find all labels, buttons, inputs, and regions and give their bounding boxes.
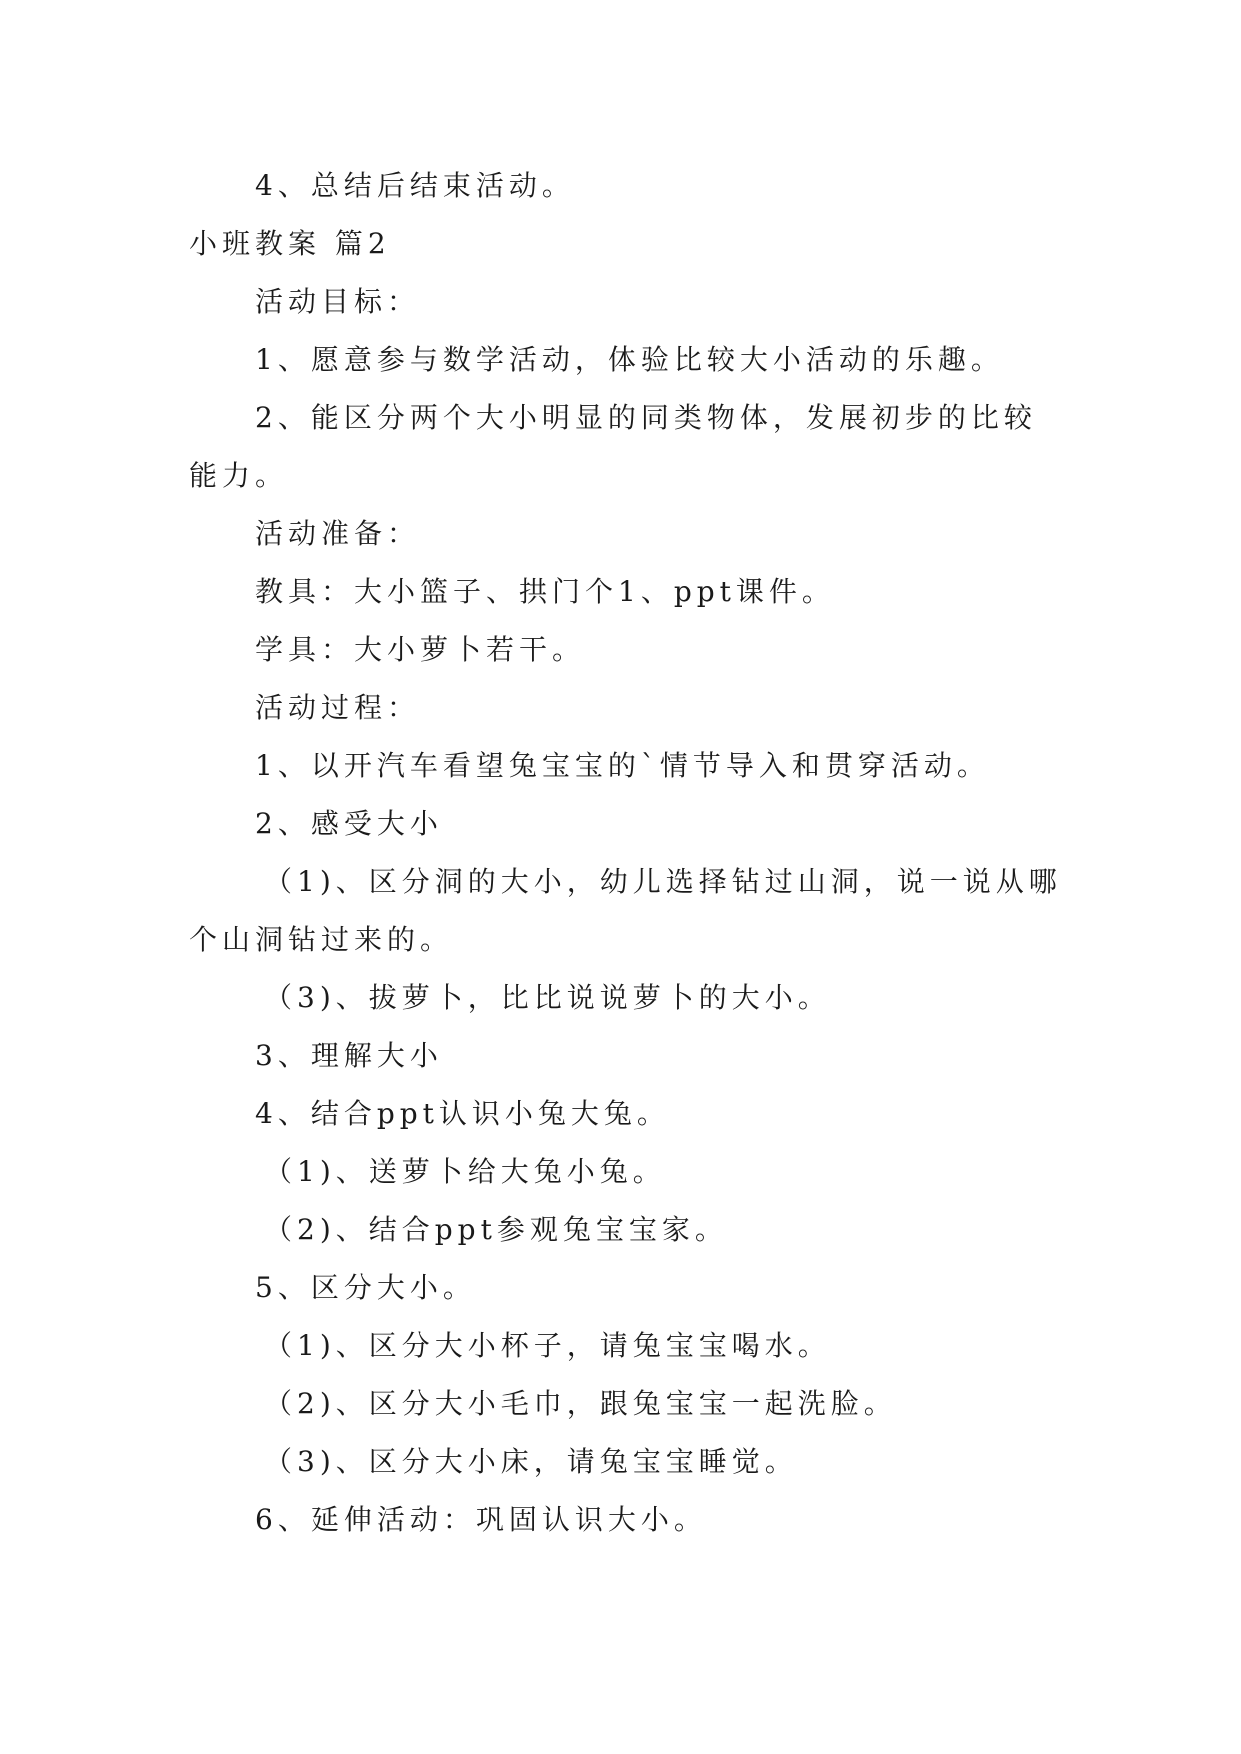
section-heading: 小班教案 篇2 xyxy=(189,227,391,260)
process-step-2: 2、感受大小 xyxy=(255,807,443,840)
process-step-4-sub-1: （1)、送萝卜给大兔小兔。 xyxy=(264,1155,666,1188)
heading-activity-goals: 活动目标： xyxy=(255,285,421,318)
process-step-5-sub-2: （2)、区分大小毛巾，跟兔宝宝一起洗脸。 xyxy=(264,1387,897,1420)
process-step-5-sub-1: （1)、区分大小杯子，请兔宝宝喝水。 xyxy=(264,1329,831,1362)
process-step-4-sub-2: （2)、结合ppt参观兔宝宝家。 xyxy=(264,1213,728,1246)
process-step-5: 5、区分大小。 xyxy=(255,1271,476,1304)
teaching-tools: 教具：大小篮子、拱门个1、ppt课件。 xyxy=(255,575,835,608)
learning-tools: 学具：大小萝卜若干。 xyxy=(255,633,586,666)
process-step-6: 6、延伸活动：巩固认识大小。 xyxy=(255,1503,707,1536)
goal-item-1: 1、愿意参与数学活动，体验比较大小活动的乐趣。 xyxy=(255,343,1004,376)
heading-activity-process: 活动过程： xyxy=(255,691,421,724)
process-step-5-sub-3: （3)、区分大小床，请兔宝宝睡觉。 xyxy=(264,1445,798,1478)
process-step-2-sub-1: （1)、区分洞的大小，幼儿选择钻过山洞，说一说从哪 xyxy=(264,865,1062,898)
process-step-2-sub-3: （3)、拔萝卜，比比说说萝卜的大小。 xyxy=(264,981,831,1014)
process-step-3: 3、理解大小 xyxy=(255,1039,443,1072)
heading-activity-preparation: 活动准备： xyxy=(255,517,421,550)
process-step-1: 1、以开汽车看望兔宝宝的`情节导入和贯穿活动。 xyxy=(255,749,990,782)
goal-item-2: 2、能区分两个大小明显的同类物体，发展初步的比较 xyxy=(255,401,1037,434)
process-step-2-sub-1-continued: 个山洞钻过来的。 xyxy=(189,923,454,956)
goal-item-2-continued: 能力。 xyxy=(189,459,289,492)
process-step-4: 4、结合ppt认识小兔大兔。 xyxy=(255,1097,670,1130)
paragraph-summary-end: 4、总结后结束活动。 xyxy=(255,169,575,202)
